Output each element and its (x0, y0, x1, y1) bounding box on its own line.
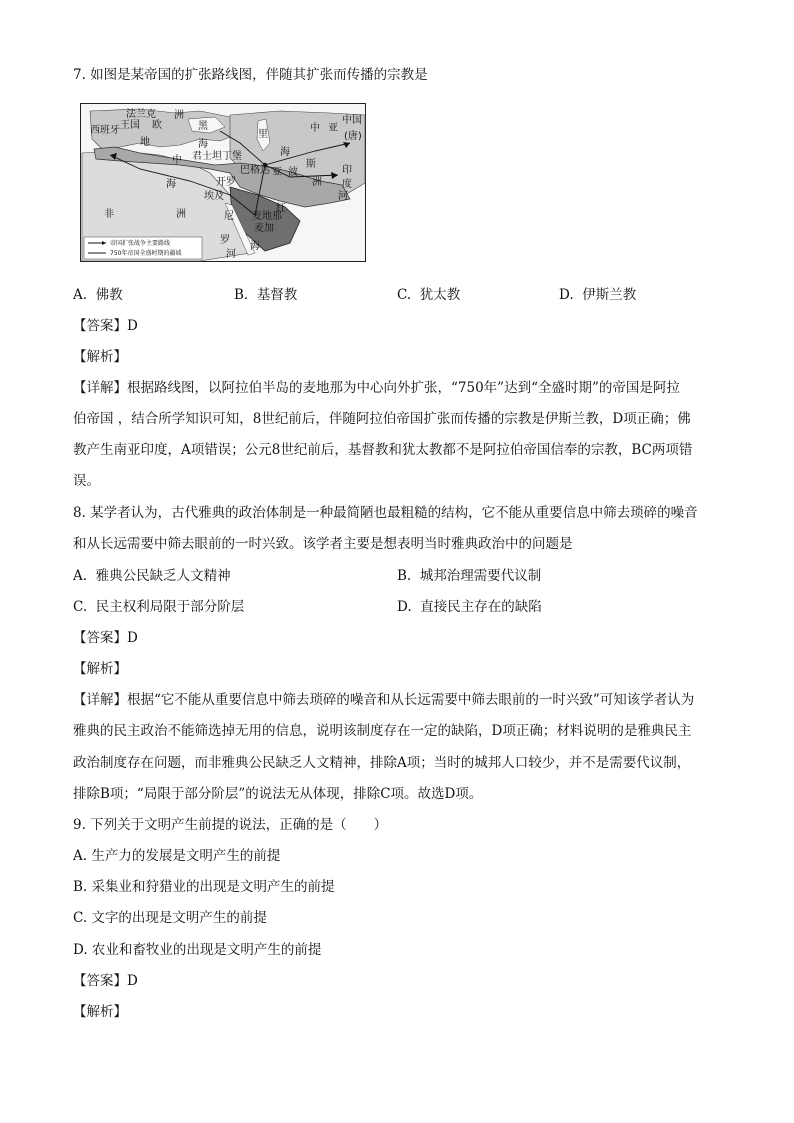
map-label-spain: 西班牙 (90, 125, 120, 136)
map-label-si: 斯 (306, 159, 316, 170)
q7-detail-line-2: 伯帝国 ，结合所学知识可知，8世纪前后，伴随阿拉伯帝国扩张而传播的宗教是伊斯兰教，D项正确；佛 (73, 411, 691, 427)
q7-detail-line-4: 误。 (73, 473, 100, 489)
map-label-hai3: 海 (280, 147, 290, 158)
empire-expansion-map (80, 103, 366, 262)
q9-option-b[interactable]: B. 采集业和狩猎业的出现是文明产生的前提 (73, 879, 335, 895)
map-label-du: 度 (342, 179, 352, 190)
q8-detail-line-4: 排除B项；“局限于部分阶层”的说法无从体现，排除C项。故选D项。 (73, 786, 483, 802)
q7-analysis-heading: 【解析】 (73, 349, 127, 365)
q8-answer: 【答案】D (73, 630, 138, 646)
map-label-ya-asia: 亚 (328, 123, 338, 134)
map-label-di: 地 (140, 137, 150, 148)
q8-detail-line-3: 政治制度存在问题，而非雅典公民缺乏人文精神，排除A项；当时的城邦人口较少，并不是需要代议制， (73, 755, 691, 771)
map-label-hong: 红 (276, 203, 286, 214)
q8-stem-line-2: 和从长远需要中筛去眼前的一时兴致。该学者主要是想表明当时雅典政治中的问题是 (73, 536, 573, 552)
map-label-europe: 欧 (152, 120, 162, 131)
q8-option-a[interactable]: A. 雅典公民缺乏人文精神 (73, 568, 231, 584)
q8-stem-line-1: 8. 某学者认为，古代雅典的政治体制是一种最简陋也最粗糙的结构，它不能从重要信息中筛去琐碎的噪音 (73, 505, 698, 521)
legend-territory: 750年帝国全盛时期的疆域 (110, 250, 182, 257)
map-label-ni: 尼 (224, 211, 234, 222)
map-label-red-hai: 海 (250, 241, 260, 252)
q7-stem: 7. 如图是某帝国的扩张路线图，伴随其扩张而传播的宗教是 (73, 67, 428, 83)
q9-option-d[interactable]: D. 农业和畜牧业的出现是文明产生的前提 (73, 942, 322, 958)
q7-option-c[interactable]: C. 犹太教 (397, 287, 461, 303)
q9-answer: 【答案】D (73, 973, 138, 989)
map-label-zhou3: 洲 (312, 177, 322, 188)
q9-option-c[interactable]: C. 文字的出现是文明产生的前提 (73, 910, 267, 926)
map-label-zhong-asia: 中 (310, 123, 320, 134)
map-label-africa-zhou: 洲 (176, 209, 186, 220)
legend-route: 帝国扩张战争主要路线 (110, 240, 171, 247)
map-label-zhou: 洲 (174, 110, 184, 121)
map-label-river: 河 (338, 191, 348, 202)
map-label-bo: 波 (288, 167, 298, 178)
map-label-yin: 印 (342, 165, 352, 176)
map-label-luo: 罗 (220, 235, 230, 246)
map-label-china: 中国 (342, 115, 362, 126)
map-label-tang: (唐) (344, 131, 362, 142)
q9-option-a[interactable]: A. 生产力的发展是文明产生的前提 (73, 848, 281, 864)
q8-detail-line-2: 雅典的民主政治不能筛选掉无用的信息，说明该制度存在一定的缺陷，D项正确；材料说明的是雅典民主 (73, 723, 692, 739)
map-label-cairo: 开罗 (216, 177, 236, 188)
map-label-fei: 非 (104, 209, 114, 220)
map-label-mecca: 麦加 (254, 223, 274, 234)
map-label-zhong: 中 (172, 155, 182, 166)
map-label-constantinople: 君士坦丁堡 (192, 151, 242, 162)
map-label-kingdom: 王国 (120, 120, 140, 131)
q7-detail-line-1: 【详解】根据路线图，以阿拉伯半岛的麦地那为中心向外扩张，“750年”达到“全盛时期”的帝国是阿拉 (73, 380, 680, 396)
map-label-black: 黑 (198, 121, 208, 132)
q7-option-d[interactable]: D. 伊斯兰教 (559, 287, 637, 303)
map-label-li: 里 (258, 129, 268, 140)
map-label-hai1: 海 (166, 179, 176, 190)
q8-analysis-heading: 【解析】 (73, 661, 127, 677)
q9-analysis-heading: 【解析】 (73, 1004, 127, 1020)
map-label-ya: 亚 (272, 167, 282, 178)
map-legend (84, 237, 202, 259)
map-label-medina: 麦地那 (252, 211, 282, 222)
q8-option-b[interactable]: B. 城邦治理需要代议制 (397, 568, 542, 584)
q8-option-c[interactable]: C. 民主权利局限于部分阶层 (73, 599, 245, 615)
map-label-baghdad: 巴格达 (240, 165, 270, 176)
q8-detail-line-1: 【详解】根据“它不能从重要信息中筛去琐碎的噪音和从长远需要中筛去眼前的一时兴致”可知该学者认为 (73, 692, 695, 708)
q7-detail-line-3: 教产生南亚印度，A项错误；公元8世纪前后，基督教和犹太教都不是阿拉伯帝国信奉的宗教，BC两项错 (73, 442, 693, 458)
q9-stem: 9. 下列关于文明产生前提的说法，正确的是（ ） (73, 817, 388, 833)
map-label-france: 法兰克 (126, 109, 156, 120)
map-label-hai2: 海 (198, 139, 208, 150)
map-label-he: 河 (226, 249, 236, 260)
map-label-egypt: 埃及 (204, 191, 224, 202)
q7-answer: 【答案】D (73, 318, 138, 334)
q7-option-b[interactable]: B. 基督教 (234, 287, 298, 303)
q7-option-a[interactable]: A. 佛教 (73, 287, 123, 303)
q8-option-d[interactable]: D. 直接民主存在的缺陷 (397, 599, 542, 615)
